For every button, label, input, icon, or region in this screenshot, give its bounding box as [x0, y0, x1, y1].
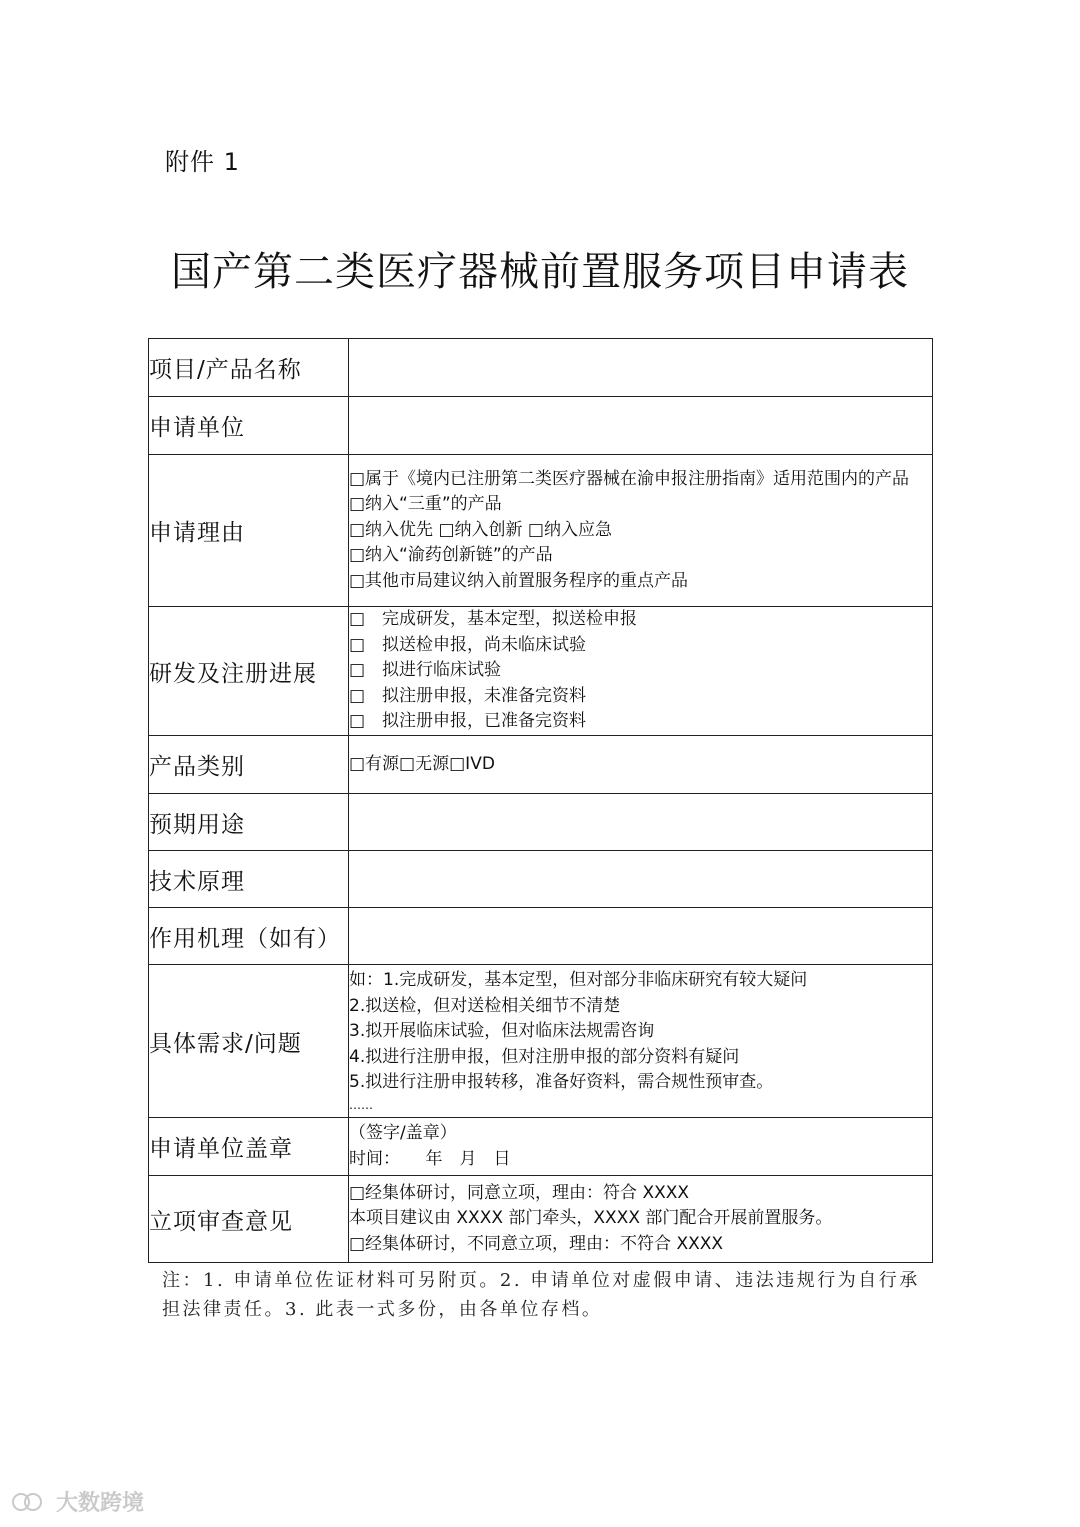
- label-progress: 研发及注册进展: [149, 607, 349, 736]
- form-row-applicant: [149, 397, 933, 455]
- form-row-review: [149, 1176, 933, 1263]
- review-option-approve[interactable]: □经集体研讨，同意立项，理由：符合 XXXX: [349, 1182, 690, 1203]
- field-technical-principle[interactable]: [349, 851, 933, 908]
- form-row-category: [149, 736, 933, 794]
- progress-option-1[interactable]: □ 完成研发，基本定型，拟送检申报: [349, 609, 638, 630]
- review-lead-department: 本项目建议由 XXXX 部门牵头，XXXX 部门配合开展前置服务。: [349, 1208, 833, 1229]
- attachment-label: 附件 1: [165, 148, 240, 176]
- label-requirements: 具体需求/问题: [149, 965, 349, 1118]
- label-mechanism: 作用机理（如有）: [149, 908, 349, 965]
- seal-date: 时间： 年 月 日: [349, 1148, 511, 1169]
- application-form-table: [148, 338, 933, 1263]
- form-row-intended-use: [149, 794, 933, 851]
- requirements-ellipsis: ……: [349, 1097, 373, 1112]
- requirements-example-4: 4.拟进行注册申报，但对注册申报的部分资料有疑问: [349, 1046, 740, 1067]
- seal-signature-hint: （签字/盖章）: [349, 1123, 457, 1144]
- label-seal: 申请单位盖章: [149, 1118, 349, 1176]
- progress-option-4[interactable]: □ 拟注册申报，未准备完资料: [349, 685, 587, 706]
- watermark-logo-icon: [12, 1491, 50, 1513]
- label-intended-use: 预期用途: [149, 794, 349, 851]
- requirements-example-2: 2.拟送检，但对送检相关细节不清楚: [349, 995, 621, 1016]
- watermark-text: 大数跨境: [56, 1491, 145, 1516]
- requirements-example-3: 3.拟开展临床试验，但对临床法规需咨询: [349, 1021, 655, 1042]
- reason-option-sanzhong[interactable]: □纳入“三重”的产品: [349, 494, 502, 515]
- form-row-reason: [149, 455, 933, 607]
- document-title: 国产第二类医疗器械前置服务项目申请表: [171, 249, 909, 295]
- field-mechanism[interactable]: [349, 908, 933, 965]
- reason-option-other[interactable]: □其他市局建议纳入前置服务程序的重点产品: [349, 570, 689, 591]
- label-technical-principle: 技术原理: [149, 851, 349, 908]
- label-project-name: 项目/产品名称: [149, 339, 349, 397]
- category-options[interactable]: □有源□无源□IVD: [349, 753, 495, 774]
- field-progress: [349, 607, 933, 736]
- progress-option-5[interactable]: □ 拟注册申报，已准备完资料: [349, 711, 587, 732]
- field-reason: [349, 455, 933, 607]
- reason-option-yuyao-chain[interactable]: □纳入“渝药创新链”的产品: [349, 545, 553, 566]
- requirements-example-1: 如：1.完成研发，基本定型，但对部分非临床研究有较大疑问: [349, 970, 808, 991]
- form-row-technical-principle: [149, 851, 933, 908]
- review-option-reject[interactable]: □经集体研讨，不同意立项，理由：不符合 XXXX: [349, 1233, 724, 1254]
- watermark: [12, 1486, 144, 1517]
- form-row-seal: [149, 1118, 933, 1176]
- field-intended-use[interactable]: [349, 794, 933, 851]
- form-row-requirements: [149, 965, 933, 1118]
- label-review: 立项审查意见: [149, 1176, 349, 1263]
- form-row-mechanism: [149, 908, 933, 965]
- progress-option-2[interactable]: □ 拟送检申报，尚未临床试验: [349, 634, 587, 655]
- label-category: 产品类别: [149, 736, 349, 794]
- reason-option-priority-innovation-emergency[interactable]: □纳入优先 □纳入创新 □纳入应急: [349, 519, 612, 540]
- field-review: [349, 1176, 933, 1263]
- field-requirements[interactable]: [349, 965, 933, 1118]
- reason-option-guide[interactable]: □属于《境内已注册第二类医疗器械在渝申报注册指南》适用范围内的产品: [349, 468, 910, 489]
- field-applicant[interactable]: [349, 397, 933, 455]
- label-reason: 申请理由: [149, 455, 349, 607]
- footnote: 注：1. 申请单位佐证材料可另附页。2. 申请单位对虚假申请、违法违规行为自行承担法律责任。3. 此表一式多份，由各单位存档。: [162, 1270, 920, 1320]
- form-row-project-name: [149, 339, 933, 397]
- requirements-example-5: 5.拟进行注册申报转移，准备好资料，需合规性预审查。: [349, 1072, 774, 1093]
- field-seal[interactable]: [349, 1118, 933, 1176]
- label-applicant: 申请单位: [149, 397, 349, 455]
- progress-option-3[interactable]: □ 拟进行临床试验: [349, 660, 502, 681]
- field-category: [349, 736, 933, 794]
- form-row-progress: [149, 607, 933, 736]
- field-project-name[interactable]: [349, 339, 933, 397]
